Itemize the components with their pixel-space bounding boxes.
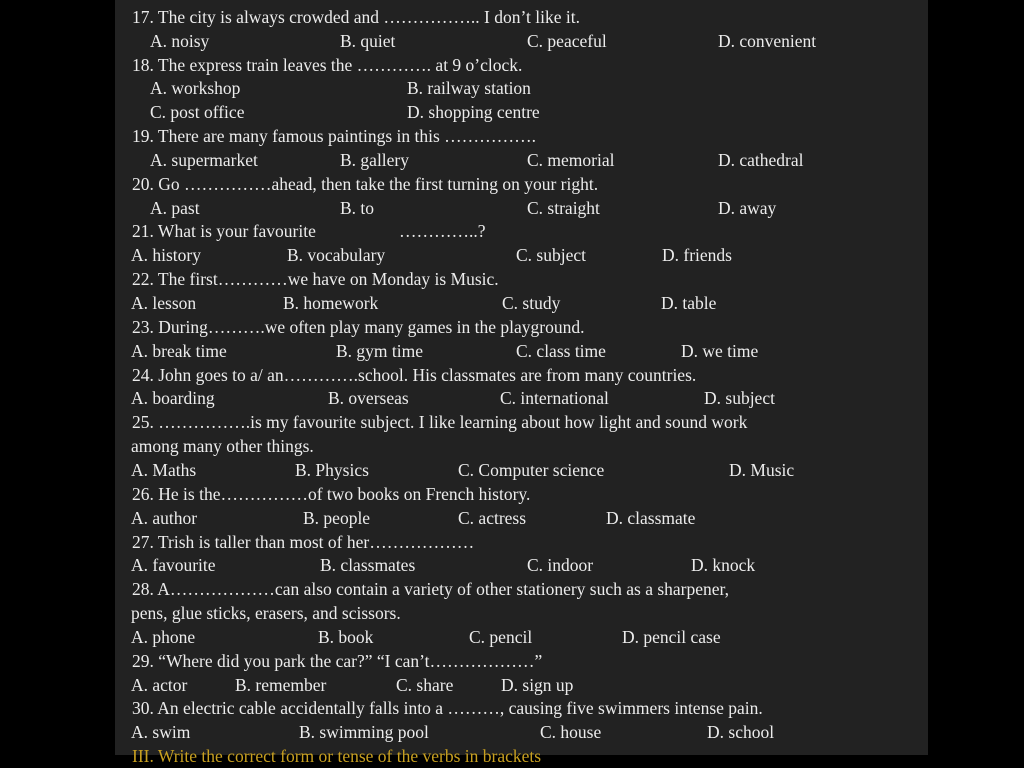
answer-option: C. post office [150, 102, 245, 122]
answer-option: A. Maths [131, 460, 197, 480]
answer-option: C. actress [458, 508, 527, 528]
answer-option: A. break time [131, 341, 227, 361]
answer-option: B. gym time [336, 341, 424, 361]
answer-option: C. indoor [527, 555, 594, 575]
answer-options-row [115, 673, 928, 697]
text-segment: 27. Trish is taller than most of her……………… [132, 532, 475, 552]
answer-option: A. phone [131, 627, 196, 647]
answer-option: A. lesson [131, 293, 197, 313]
answer-option: C. share [396, 675, 454, 695]
question-text [115, 482, 928, 506]
question-text [115, 124, 928, 148]
answer-option: C. house [540, 722, 602, 742]
text-segment: 19. There are many famous paintings in this ……………. [132, 126, 537, 146]
question-text [115, 434, 928, 458]
answer-option: A. favourite [131, 555, 216, 575]
answer-option: C. peaceful [527, 31, 607, 51]
section-heading [115, 744, 928, 768]
question-text [115, 530, 928, 554]
question-text [115, 267, 928, 291]
answer-options-row [115, 148, 928, 172]
answer-option: B. Physics [295, 460, 369, 480]
text-segment: 17. The city is always crowded and …………….. I don’t like it. [132, 7, 580, 27]
answer-option: B. railway station [407, 78, 531, 98]
answer-option: B. overseas [328, 388, 409, 408]
answer-option: B. book [318, 627, 374, 647]
answer-option: D. subject [704, 388, 775, 408]
question-text [115, 53, 928, 77]
question-text [115, 315, 928, 339]
text-segment: pens, glue sticks, erasers, and scissors. [131, 603, 401, 623]
question-text [115, 577, 928, 601]
answer-options-row [115, 386, 928, 410]
answer-option: B. quiet [340, 31, 396, 51]
answer-option: C. class time [516, 341, 606, 361]
question-text [115, 172, 928, 196]
question-text [115, 601, 928, 625]
worksheet-page [115, 0, 928, 766]
answer-option: C. Computer science [458, 460, 605, 480]
question-text [115, 363, 928, 387]
answer-option: A. actor [131, 675, 188, 695]
text-segment: 18. The express train leaves the …………. at 9 o’clock. [132, 55, 523, 75]
text-segment: 28. A………………can also contain a variety of other stationery such as a sharpener, [132, 579, 730, 599]
text-segment: 25. …………….is my favourite subject. I like learning about how light and sound work [132, 412, 748, 432]
answer-options-row [115, 339, 928, 363]
answer-option: A. boarding [131, 388, 215, 408]
answer-option: A. past [150, 198, 200, 218]
answer-option: D. shopping centre [407, 102, 540, 122]
question-text [115, 5, 928, 29]
text-segment: 22. The first…………we have on Monday is Music. [132, 269, 499, 289]
answer-option: B. classmates [320, 555, 416, 575]
text-segment: among many other things. [131, 436, 314, 456]
answer-option: B. swimming pool [299, 722, 429, 742]
text-segment: …………..? [399, 221, 486, 241]
answer-option: D. cathedral [718, 150, 804, 170]
answer-options-row [115, 196, 928, 220]
answer-option: A. swim [131, 722, 191, 742]
answer-options-row [115, 553, 928, 577]
answer-option: D. away [718, 198, 777, 218]
answer-option: D. we time [681, 341, 759, 361]
answer-option: D. school [707, 722, 775, 742]
answer-option: A. author [131, 508, 198, 528]
text-segment: III. Write the correct form or tense of the verbs in brackets [132, 746, 542, 766]
answer-option: A. noisy [150, 31, 210, 51]
answer-option: A. workshop [150, 78, 241, 98]
answer-options-row [115, 76, 928, 100]
answer-option: D. knock [691, 555, 756, 575]
text-segment: 23. During……….we often play many games in the playground. [132, 317, 585, 337]
answer-option: D. Music [729, 460, 795, 480]
answer-option: A. history [131, 245, 201, 265]
text-segment: 26. He is the……………of two books on French history. [132, 484, 531, 504]
answer-options-row [115, 29, 928, 53]
answer-options-row [115, 243, 928, 267]
answer-option: D. pencil case [622, 627, 721, 647]
answer-option: C. study [502, 293, 561, 313]
question-text [115, 696, 928, 720]
answer-option: B. people [303, 508, 371, 528]
answer-option: B. remember [235, 675, 327, 695]
answer-option: B. to [340, 198, 375, 218]
text-segment: 20. Go ……………ahead, then take the first turning on your right. [132, 174, 599, 194]
text-segment: 24. John goes to a/ an………….school. His classmates are from many countries. [132, 365, 697, 385]
answer-option: D. convenient [718, 31, 817, 51]
answer-options-row [115, 291, 928, 315]
answer-option: B. gallery [340, 150, 410, 170]
answer-options-row [115, 458, 928, 482]
answer-option: C. pencil [469, 627, 533, 647]
text-segment: 21. What is your favourite [132, 221, 316, 241]
answer-options-row [115, 100, 928, 124]
answer-option: C. memorial [527, 150, 615, 170]
question-text [115, 219, 928, 243]
answer-options-row [115, 625, 928, 649]
answer-option: C. straight [527, 198, 600, 218]
answer-option: C. international [500, 388, 609, 408]
answer-options-row [115, 506, 928, 530]
answer-option: D. friends [662, 245, 732, 265]
answer-options-row [115, 720, 928, 744]
answer-option: D. sign up [501, 675, 574, 695]
question-text [115, 649, 928, 673]
answer-option: B. vocabulary [287, 245, 386, 265]
text-segment: 30. An electric cable accidentally falls into a ………, causing five swimmers intense pain. [132, 698, 763, 718]
answer-option: D. classmate [606, 508, 696, 528]
answer-option: B. homework [283, 293, 379, 313]
answer-option: A. supermarket [150, 150, 258, 170]
question-text [115, 410, 928, 434]
answer-option: C. subject [516, 245, 586, 265]
answer-option: D. table [661, 293, 717, 313]
text-segment: 29. “Where did you park the car?” “I can’t………………” [132, 651, 543, 671]
